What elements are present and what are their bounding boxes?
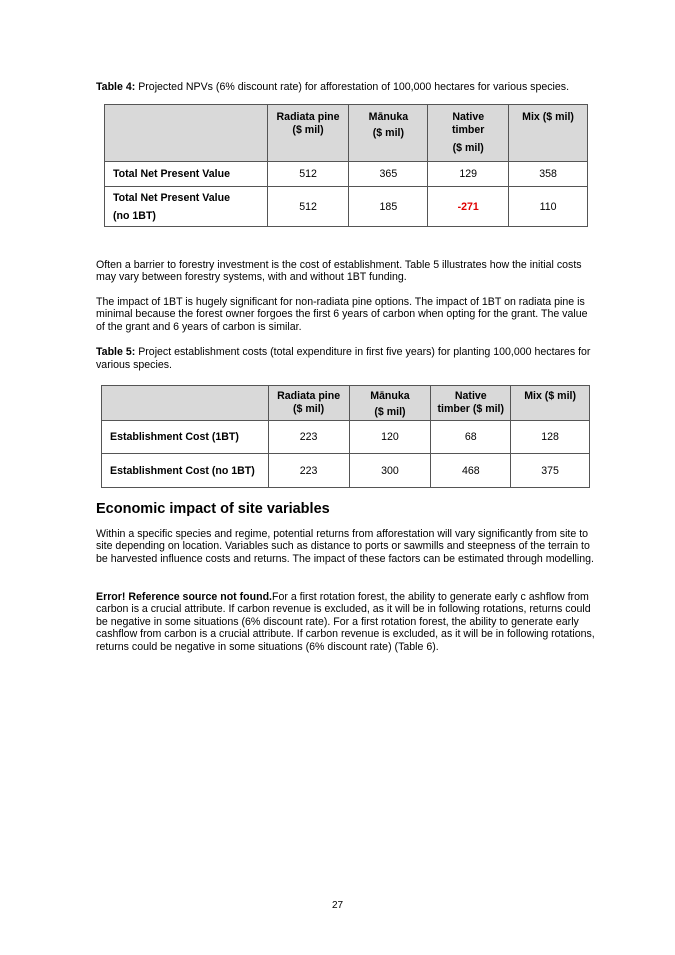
cell-native-negative: -271: [428, 187, 509, 227]
page-number: 27: [331, 900, 344, 911]
header-line: Radiata pine: [276, 111, 340, 123]
table4: [104, 104, 588, 227]
cell-manuka: 185: [349, 187, 428, 227]
header-line: ($ mil): [372, 127, 404, 139]
cell-radiata: 512: [267, 162, 349, 187]
cell-manuka: 120: [349, 421, 431, 454]
row-label: [105, 187, 268, 227]
row-label-line: Total Net Present Value: [113, 191, 230, 204]
paragraph-impact: The impact of 1BT is hugely significant for non-radiata pine options. The impact of 1BT on radiata pine is minimal because the forest owner forgoes the first 6 years of carbon when opting for the grant. The value of the grant and 6 years of carbon is similar.: [96, 296, 588, 333]
cell-native: 68: [431, 421, 511, 454]
table5-caption-label: Table 5:: [96, 346, 136, 358]
table-row: [105, 187, 588, 227]
header-line: Mānuka: [368, 111, 409, 123]
cell-native: 468: [431, 454, 511, 488]
cell-mix: 128: [511, 421, 590, 454]
table5-header-manuka: [349, 386, 431, 421]
table-row: [102, 454, 590, 488]
cell-manuka: 365: [349, 162, 428, 187]
cell-radiata: 512: [267, 187, 349, 227]
section-heading: Economic impact of site variables: [96, 501, 330, 517]
table5-header-empty: [102, 386, 269, 421]
cell-mix: 375: [511, 454, 590, 488]
header-line: Mānuka: [370, 390, 410, 402]
cell-radiata: 223: [268, 454, 349, 488]
header-line: ($ mil): [452, 142, 484, 154]
table5-caption-text: Project establishment costs (total expenditure in first five years) for planting 100,000 hectares for various species.: [96, 346, 591, 371]
header-line: Radiata pine: [277, 390, 341, 402]
row-label-line: (no 1BT): [113, 209, 156, 222]
header-line: Native: [452, 111, 485, 123]
table4-header-empty: [105, 105, 268, 162]
table5-caption: [96, 346, 596, 371]
table4-header-row: [105, 105, 588, 162]
table5-header-row: [102, 386, 590, 421]
table4-caption-text: Projected NPVs (6% discount rate) for afforestation of 100,000 hectares for various species.: [138, 81, 570, 93]
cell-manuka: 300: [349, 454, 431, 488]
cell-radiata: 223: [268, 421, 349, 454]
paragraph-barrier: Often a barrier to forestry investment is the cost of establishment. Table 5 illustrates how the initial costs may vary between forestry systems, with and without 1BT funding.: [96, 259, 582, 284]
header-line: ($ mil): [293, 403, 325, 415]
paragraph-first-rotation: [96, 591, 596, 653]
row-label: Establishment Cost (no 1BT): [102, 454, 269, 488]
table5-header-mix: [511, 386, 590, 421]
table5-header-radiata: [268, 386, 349, 421]
table4-header-native: [428, 105, 509, 162]
table4-caption-label: Table 4:: [96, 81, 136, 93]
header-line: ($ mil): [374, 406, 406, 418]
table5-header-native: [431, 386, 511, 421]
row-label: Establishment Cost (1BT): [102, 421, 269, 454]
header-line: Mix ($ mil): [522, 111, 574, 123]
table4-header-mix: [509, 105, 588, 162]
paragraph-first-rotation-text: For a first rotation forest, the ability to generate early c ashflow from carbon is a crucial attribute. If carbon revenue is excluded, as it will be in following rotations, returns could be negative in some situations (6% discount rate). For a first rotation forest, the ability to generate early cashflow from carbon is a crucial attribute. If carbon revenue is excluded, as it will be in following rotations, returns could be negative in some situations (6% discount rate) (Table 6).: [96, 591, 595, 653]
row-label: Total Net Present Value: [105, 162, 268, 187]
header-line: timber ($ mil): [437, 403, 505, 415]
cell-mix: 110: [509, 187, 588, 227]
header-line: timber: [452, 124, 485, 136]
error-reference: Error! Reference source not found.: [96, 591, 273, 603]
table4-caption: [96, 81, 596, 94]
table4-header-radiata: [267, 105, 349, 162]
header-line: Native: [454, 390, 487, 402]
table5: [101, 385, 590, 488]
header-line: Mix ($ mil): [524, 390, 576, 402]
cell-mix: 358: [509, 162, 588, 187]
table-row: [102, 421, 590, 454]
cell-native: 129: [428, 162, 509, 187]
table-row: [105, 162, 588, 187]
header-line: ($ mil): [292, 124, 324, 136]
paragraph-site-variables: Within a specific species and regime, potential returns from afforestation will vary significantly from site to site depending on location. Variables such as distance to ports or sawmills and steepness of the terrain to be harvested influence costs and returns. The impact of these factors can be estimated through modelling.: [96, 528, 594, 565]
table4-header-manuka: [349, 105, 428, 162]
